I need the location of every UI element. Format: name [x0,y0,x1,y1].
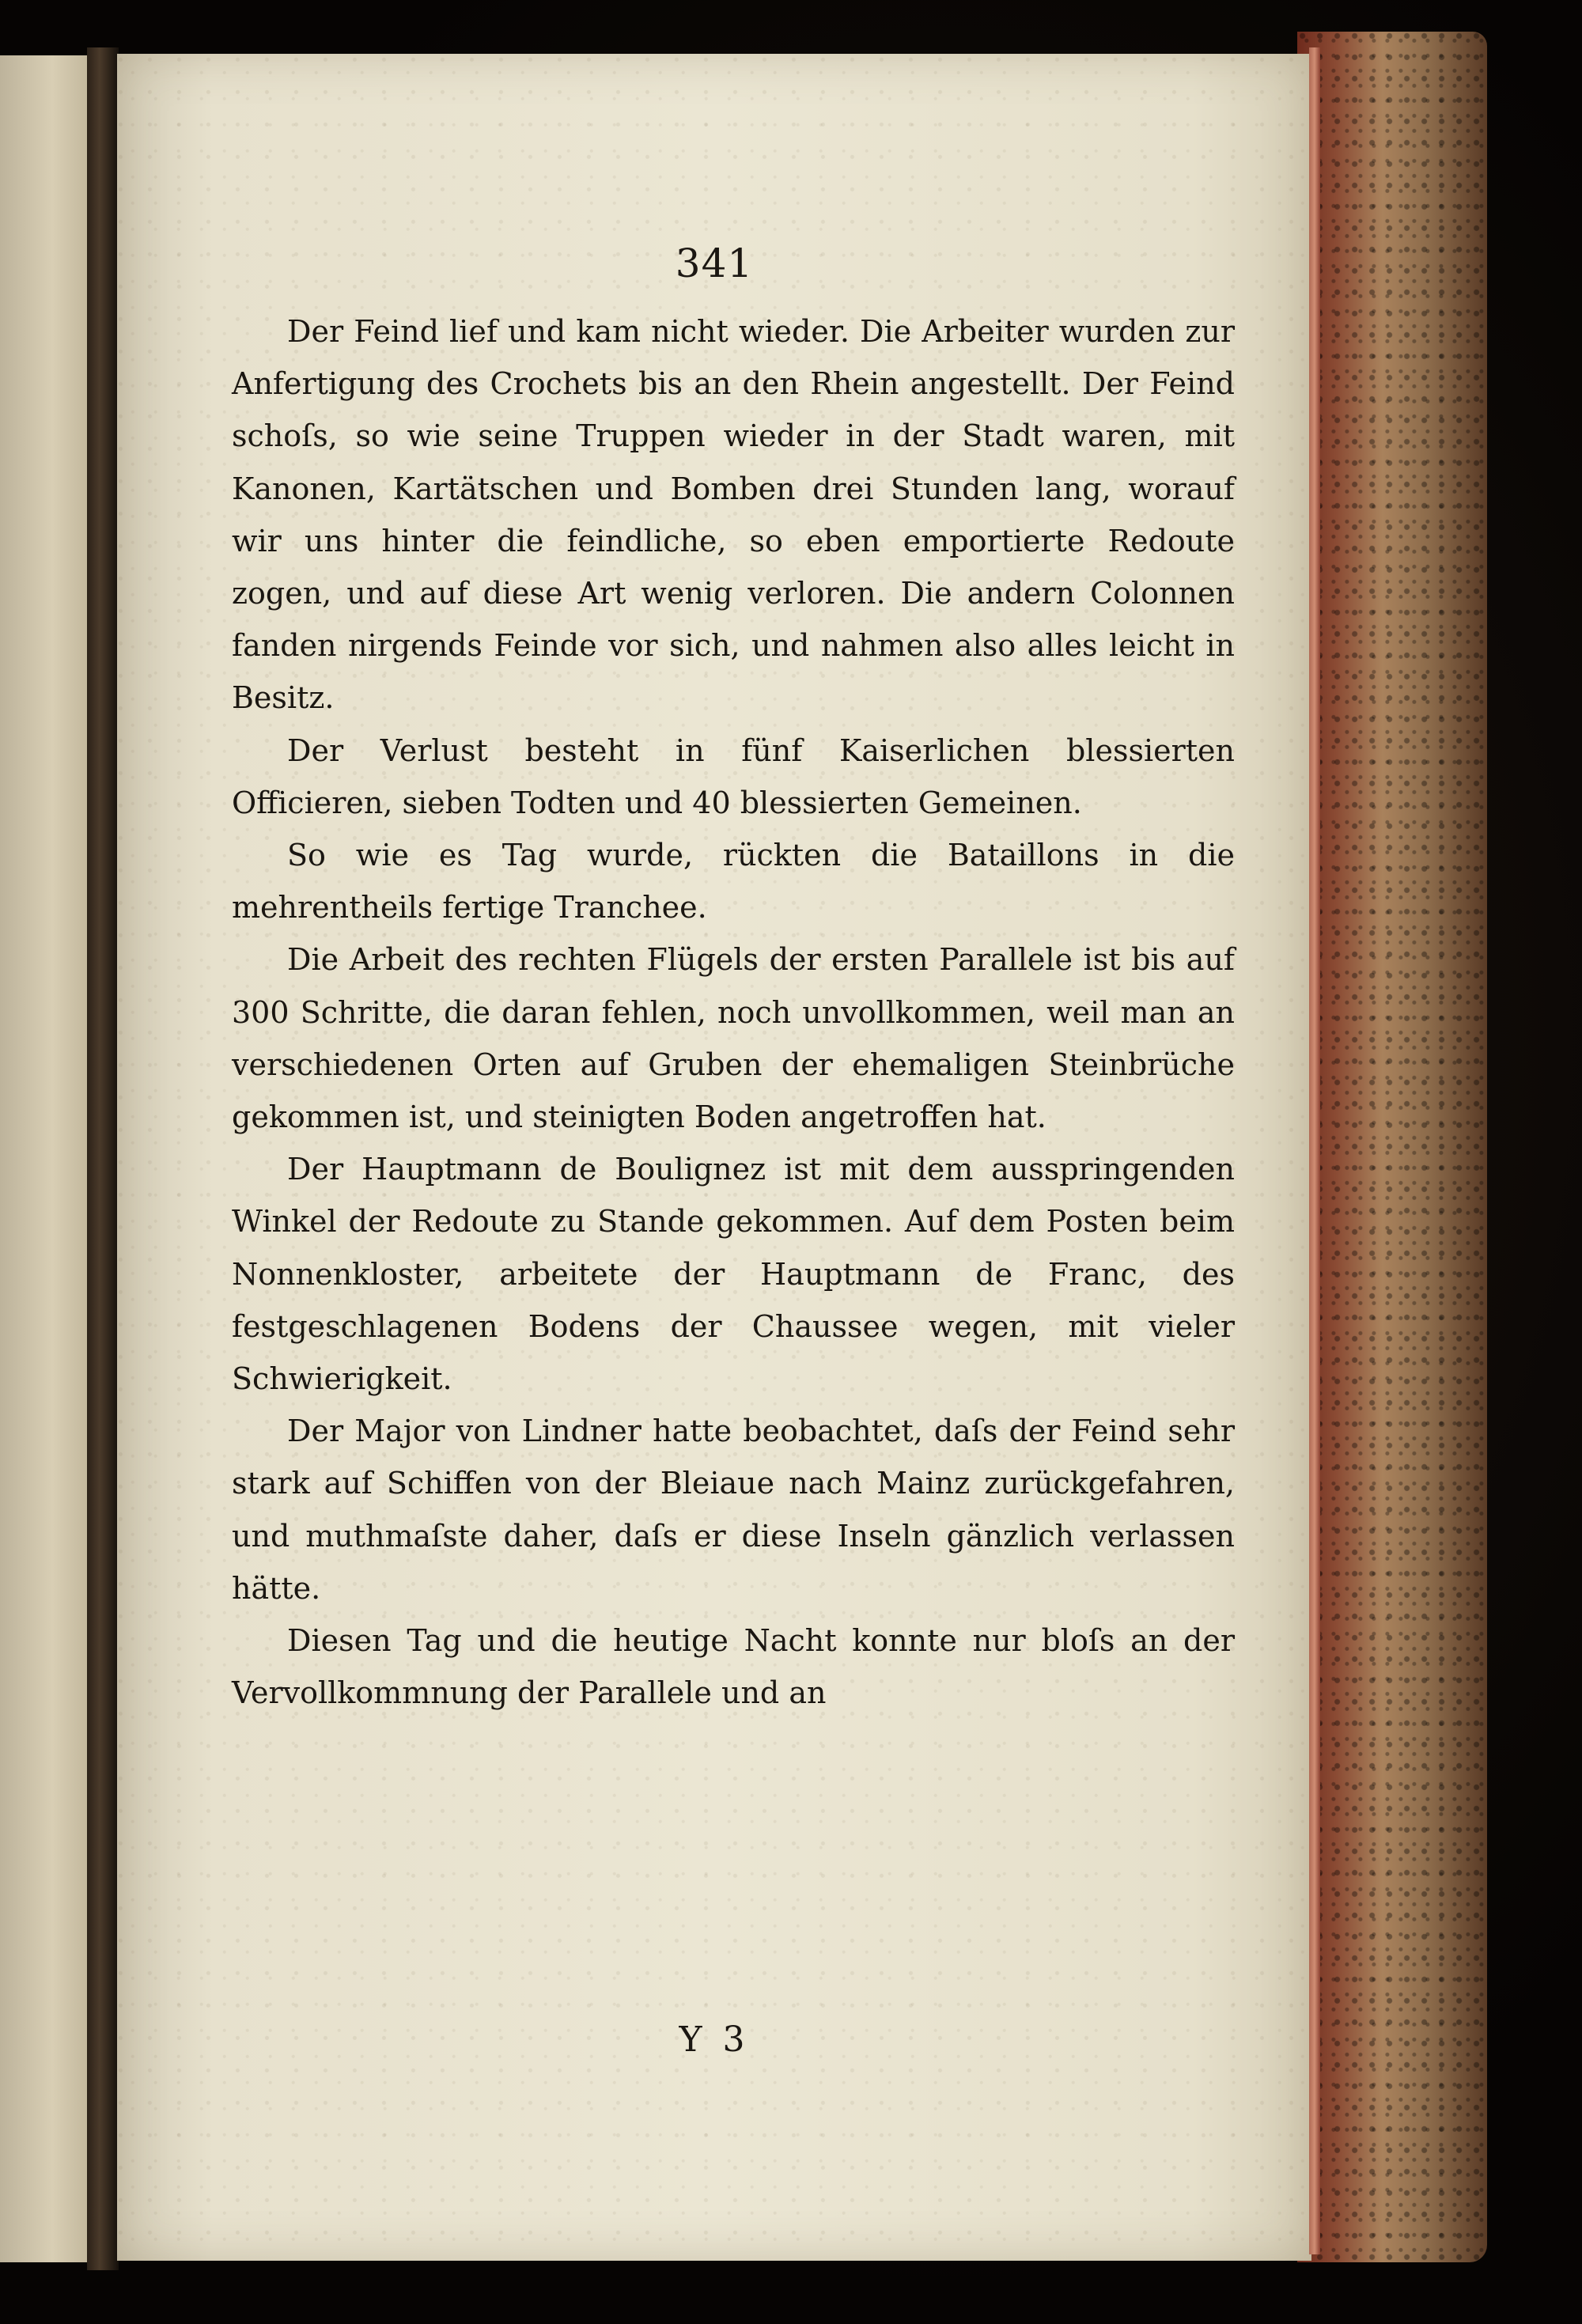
paragraph: Der Hauptmann de Boulignez ist mit dem ausspringenden Winkel der Redoute zu Stande gekommen. Auf dem Posten beim Nonnenkloster, arbeitete der Hauptmann de Franc, des festgeschlagenen Bodens der Chaussee wegen, mit vieler Schwierigkeit. [232,1152,1235,1397]
facing-page-edge [0,55,90,2262]
book-gutter [87,47,119,2270]
paragraph: So wie es Tag wurde, rückten die Bataillons in die mehrentheils fertige Tranchee. [232,838,1235,925]
paragraph: Der Major von Lindner hatte beobachtet, daſs der Feind sehr stark auf Schiffen von der Bleiaue nach Mainz zurückgefahren, und muthmaſste daher, daſs er diese Inseln gänzlich verlassen hätte. [232,1414,1235,1606]
page-body [232,305,1235,1719]
paragraph: Die Arbeit des rechten Flügels der ersten Parallele ist bis auf 300 Schritte, die daran fehlen, noch unvollkommen, weil man an verschiedenen Orten auf Gruben der ehemaligen Steinbrüche gekommen ist, und steinigten Boden angetroffen hat. [232,942,1235,1135]
page-block-edge [1309,47,1320,2254]
paragraph: Der Verlust besteht in fünf Kaiserlichen blessierten Officieren, sieben Todten und 40 blessierten Gemeinen. [232,732,1235,820]
page-number: 341 [675,240,754,286]
paragraph: Der Feind lief und kam nicht wieder. Die Arbeiter wurden zur Anfertigung des Crochets bis an den Rhein angestellt. Der Feind schoſs, so wie seine Truppen wieder in der Stadt waren, mit Kanonen, Kartätschen und Bomben drei Stunden lang, worauf wir uns hinter die feindliche, so eben emportierte Redoute zogen, und auf diese Art wenig verloren. Die andern Colonnen fanden nirgends Feinde vor sich, und nahmen also alles leicht in Besitz. [232,314,1235,716]
paragraph: Diesen Tag und die heutige Nacht konnte nur bloſs an der Vervollkommnung der Parallele und an [232,1623,1235,1711]
book-page [117,54,1311,2261]
signature-mark: Y 3 [679,2019,750,2060]
book-cover-board [1297,32,1487,2262]
